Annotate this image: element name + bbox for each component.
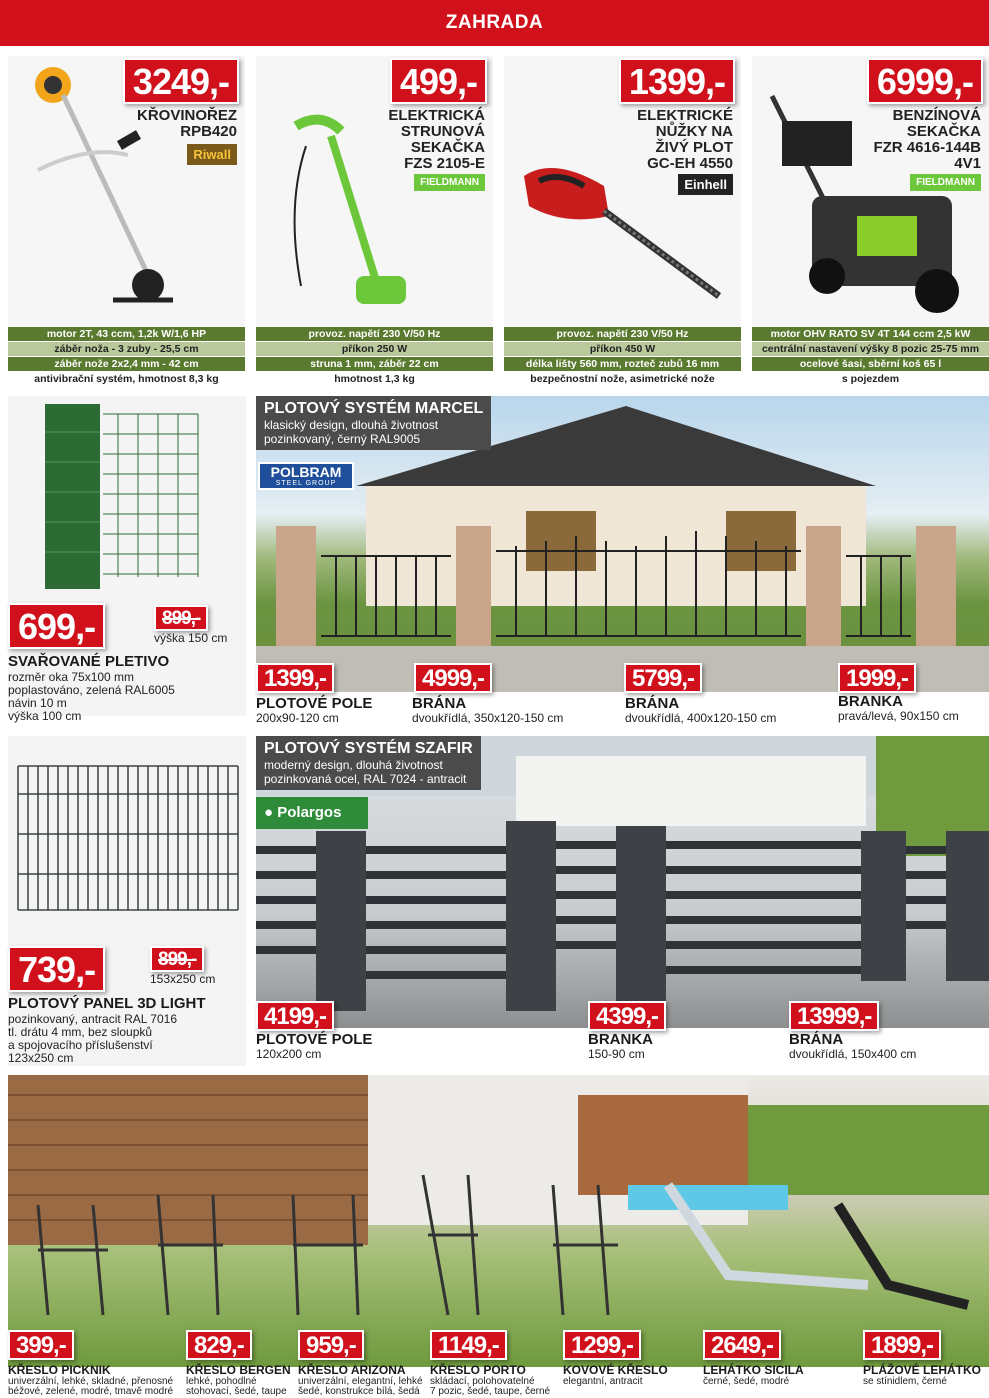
panel-price: 739,-	[8, 946, 105, 992]
brand-logo: Einhell	[678, 174, 733, 195]
price-tag: 6999,-	[867, 58, 983, 104]
furniture-2-desc-1: lehké, pohodlné	[186, 1376, 257, 1387]
spec-list: provoz. napětí 230 V/50 Hz příkon 450 W délka lišty 560 mm, rozteč zubů 16 mm bezpečnostní nože, asimetrické nože	[504, 326, 741, 386]
marcel-item-4-name: BRANKA	[838, 693, 903, 710]
furniture-price-6: 2649,-	[703, 1330, 781, 1360]
marcel-price-2: 4999,-	[414, 663, 492, 693]
garden-furniture-photo	[8, 1075, 989, 1367]
panel-desc-1: pozinkovaný, antracit RAL 7016	[8, 1012, 177, 1026]
panel-title: PLOTOVÝ PANEL 3D LIGHT	[8, 995, 206, 1012]
brand-logo: FIELDMANN	[414, 174, 485, 191]
brand-logo: Riwall	[187, 144, 237, 165]
brand-logo: FIELDMANN	[910, 174, 981, 191]
marcel-item-2-desc: dvoukřídlá, 350x120-150 cm	[412, 711, 564, 725]
price-tag: 3249,-	[123, 58, 239, 104]
mesh-title: SVAŘOVANÉ PLETIVO	[8, 653, 170, 670]
marcel-price-1: 1399,-	[256, 663, 334, 693]
furniture-1-desc-2: béžové, zelené, modré, tmavě modré	[8, 1386, 174, 1397]
mesh-desc-4: výška 100 cm	[8, 709, 82, 723]
mesh-desc-3: návin 10 m	[8, 696, 67, 710]
furniture-1-name: KŘESLO PICKNIK	[8, 1363, 111, 1377]
furniture-6-desc-1: černé, šedé, modré	[703, 1376, 790, 1387]
polbram-logo: POLBRAM STEEL GROUP	[258, 462, 354, 490]
marcel-item-3-name: BRÁNA	[625, 695, 680, 712]
furniture-price-2: 829,-	[186, 1330, 252, 1360]
szafir-item-2-desc: 150-90 cm	[588, 1047, 645, 1061]
furniture-2-name: KŘESLO BERGEN	[186, 1363, 291, 1377]
welded-mesh-image	[43, 402, 203, 592]
mesh-old-note: výška 150 cm	[154, 631, 228, 645]
product-card-hedge-trimmer[interactable]	[504, 56, 741, 386]
furniture-5-name: KOVOVÉ KŘESLO	[563, 1363, 668, 1377]
marcel-item-1-name: PLOTOVÉ POLE	[256, 695, 373, 712]
garden-scene-illustration	[8, 1075, 989, 1367]
furniture-price-1: 399,-	[8, 1330, 74, 1360]
product-name: BENZÍNOVÁ SEKAČKA FZR 4616-144B 4V1	[873, 107, 981, 172]
spec-list: provoz. napětí 230 V/50 Hz příkon 250 W struna 1 mm, záběr 22 cm hmotnost 1,3 kg	[256, 326, 493, 386]
panel-desc-2: tl. drátu 4 mm, bez sloupků	[8, 1025, 153, 1039]
furniture-7-name: PLÁŽOVÉ LEHÁTKO	[863, 1363, 982, 1377]
szafir-item-1-desc: 120x200 cm	[256, 1047, 322, 1061]
furniture-7-desc-1: se stínidlem, černé	[863, 1376, 947, 1387]
marcel-banner: PLOTOVÝ SYSTÉM MARCEL klasický design, dlouhá životnost pozinkovaný, černý RAL9005	[256, 396, 491, 450]
spec-list: motor OHV RATO SV 4T 144 ccm 2,5 kW centrální nastavení výšky 8 pozic 25-75 mm ocelové šasi, sběrní koš 65 l s pojezdem	[752, 326, 989, 386]
mesh-old-price: 899,-	[154, 605, 208, 631]
szafir-price-2: 4399,-	[588, 1001, 666, 1031]
product-card-string-trimmer[interactable]	[256, 56, 493, 386]
furniture-6-name: LEHÁTKO SICILA	[703, 1363, 804, 1377]
product-card-lawn-mower[interactable]	[752, 56, 989, 386]
mesh-desc-2: poplastováno, zelená RAL6005	[8, 683, 175, 697]
fence-panel-image	[16, 764, 241, 914]
panel-old-note: 153x250 cm	[150, 972, 216, 986]
panel-desc-4: 123x250 cm	[8, 1051, 74, 1065]
mesh-desc-1: rozměr oka 75x100 mm	[8, 670, 135, 684]
marcel-item-1-desc: 200x90-120 cm	[256, 711, 339, 725]
furniture-price-7: 1899,-	[863, 1330, 941, 1360]
furniture-4-name: KŘESLO PORTO	[430, 1363, 526, 1377]
mesh-price: 699,-	[8, 603, 105, 649]
product-name: KŘOVINOŘEZ RPB420	[136, 107, 237, 140]
spec-list: motor 2T, 43 ccm, 1,2k W/1,6 HP záběr noža - 3 zuby - 25,5 cm záběr nože 2x2,4 mm - 42 cm antivibrační systém, hmotnost 8,3 kg	[8, 326, 245, 386]
szafir-item-3-desc: dvoukřídlá, 150x400 cm	[789, 1047, 917, 1061]
szafir-price-1: 4199,-	[256, 1001, 334, 1031]
szafir-item-3-name: BRÁNA	[789, 1031, 844, 1048]
furniture-3-desc-1: univerzální, elegantní, lehké	[298, 1376, 423, 1387]
product-name: ELEKTRICKÁ STRUNOVÁ SEKAČKA FZS 2105-E	[388, 107, 485, 172]
furniture-1-desc-1: univerzální, lehké, skladné, přenosné	[8, 1376, 174, 1387]
section-header: ZAHRADA	[0, 0, 989, 46]
furniture-2-desc-2: stohovací, šedé, taupe	[186, 1386, 287, 1397]
furniture-price-5: 1299,-	[563, 1330, 641, 1360]
marcel-item-3-desc: dvoukřídlá, 400x120-150 cm	[625, 711, 777, 725]
furniture-5-desc-1: elegantní, antracit	[563, 1376, 643, 1387]
price-tag: 499,-	[390, 58, 487, 104]
product-card-brush-cutter[interactable]	[8, 56, 245, 386]
furniture-price-3: 959,-	[298, 1330, 364, 1360]
furniture-4-desc-1: skládací, polohovatelné	[430, 1376, 535, 1387]
szafir-item-2-name: BRANKA	[588, 1031, 653, 1048]
furniture-4-desc-2: 7 pozic, šedé, taupe, černé	[430, 1386, 551, 1397]
marcel-item-4-desc: pravá/levá, 90x150 cm	[838, 709, 959, 723]
szafir-price-3: 13999,-	[789, 1001, 879, 1031]
furniture-3-name: KŘESLO ARIZONA	[298, 1363, 406, 1377]
polargos-leaf-icon: ●	[264, 804, 274, 821]
panel-old-price: 899,-	[150, 946, 204, 972]
szafir-item-1-name: PLOTOVÉ POLE	[256, 1031, 373, 1048]
szafir-banner: PLOTOVÝ SYSTÉM SZAFIR moderný design, dlouhá životnost pozinkovaná ocel, RAL 7024 - antracit	[256, 736, 481, 790]
marcel-price-3: 5799,-	[624, 663, 702, 693]
furniture-price-4: 1149,-	[430, 1330, 507, 1360]
product-name: ELEKTRICKÉ NŮŽKY NA ŽIVÝ PLOT GC-EH 4550	[637, 107, 733, 172]
furniture-3-desc-2: šedé, konstrukce bílá, šedá	[298, 1386, 420, 1397]
marcel-price-4: 1999,-	[838, 663, 916, 693]
price-tag: 1399,-	[619, 58, 735, 104]
polargos-logo: ● Polargos	[256, 797, 368, 829]
marcel-item-2-name: BRÁNA	[412, 695, 467, 712]
panel-desc-3: a spojovacího příslušenství	[8, 1038, 153, 1052]
